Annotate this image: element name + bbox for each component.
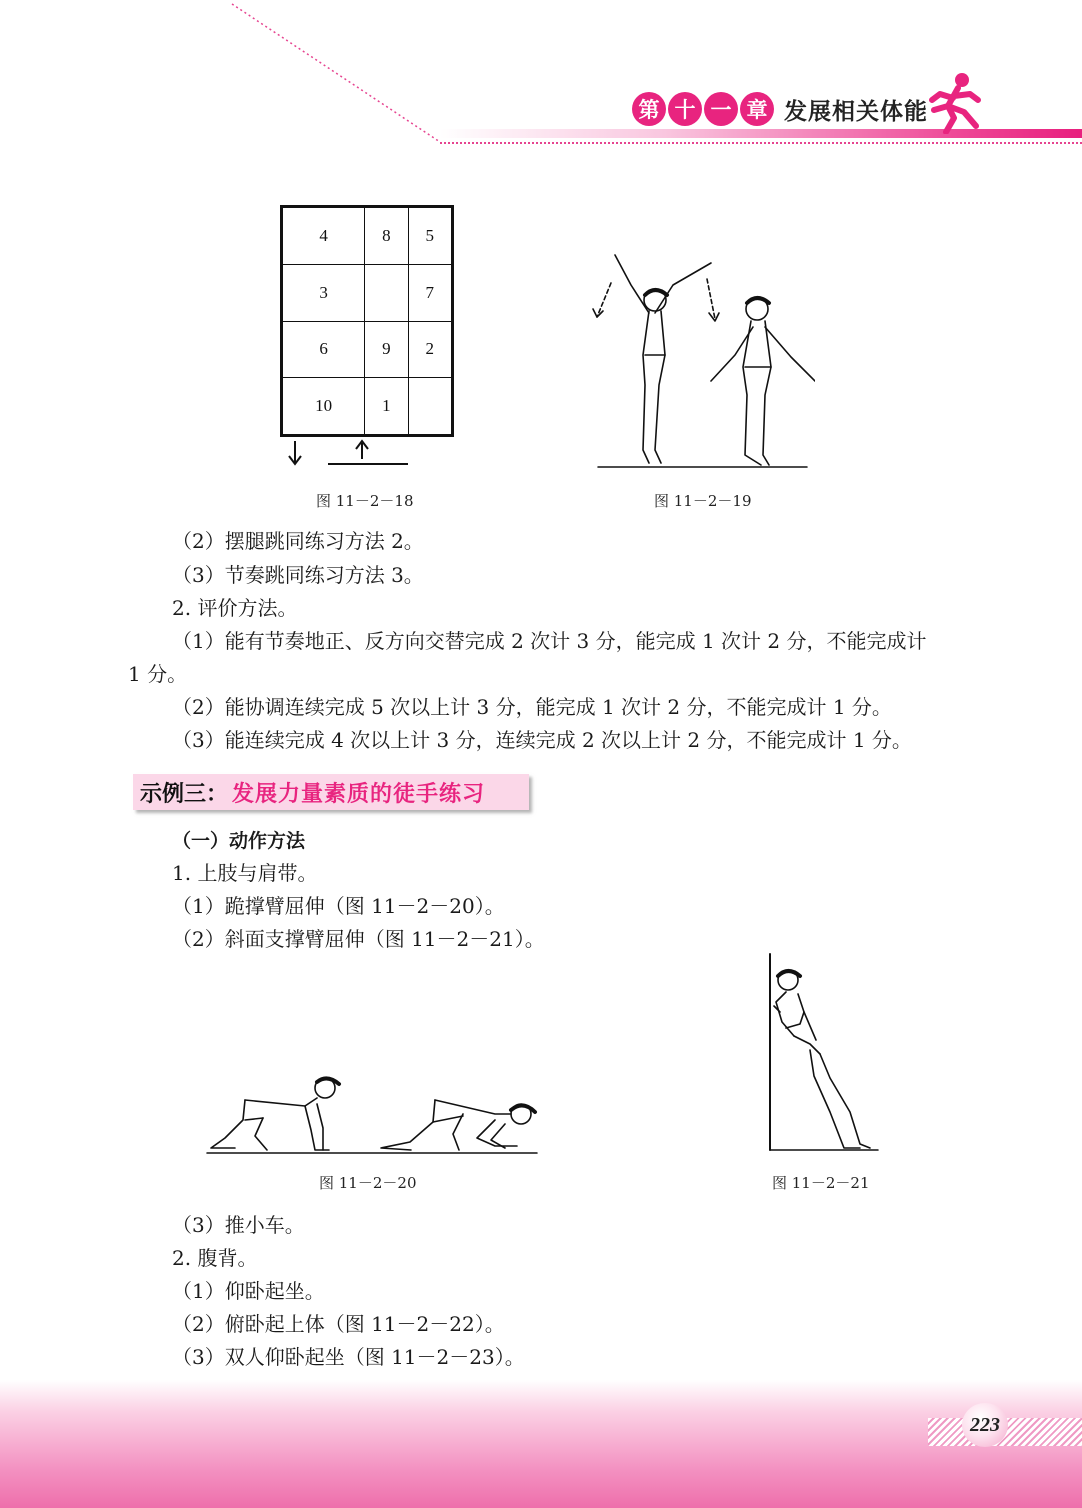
section-heading-label: 示例三：	[140, 781, 229, 807]
figure-caption-19: 图 11－2－19	[654, 492, 752, 510]
paragraph-line: 1 分。	[128, 662, 188, 686]
grid-cell: 4	[283, 208, 365, 265]
figure-caption-18: 图 11－2－18	[316, 492, 414, 510]
paragraph-line: （3）双人仰卧起坐（图 11－2－23）。	[172, 1345, 525, 1369]
paragraph-line: （2）俯卧起上体（图 11－2－22）。	[172, 1312, 505, 1336]
grid-cell: 7	[408, 264, 451, 321]
paragraph-line: （1）仰卧起坐。	[172, 1279, 325, 1303]
header-dotted-rule	[440, 142, 1082, 144]
paragraph-line: （3）节奏跳同练习方法 3。	[172, 563, 424, 587]
page-number: 223	[962, 1403, 1008, 1447]
section-heading	[133, 774, 529, 810]
subheading: （一）动作方法	[172, 830, 306, 852]
chapter-char-4: 章	[740, 92, 774, 126]
grid-row	[283, 378, 452, 435]
paragraph-line: 2. 腹背。	[172, 1246, 258, 1270]
paragraph-line: （2）斜面支撑臂屈伸（图 11－2－21）。	[172, 927, 545, 951]
grid-row	[283, 321, 452, 378]
grid-cell: 5	[408, 208, 451, 265]
grid-cell: 3	[283, 264, 365, 321]
grid-cell: 6	[283, 321, 365, 378]
paragraph-line: （3）推小车。	[172, 1213, 305, 1237]
paragraph-line: （2）能协调连续完成 5 次以上计 3 分，能完成 1 次计 2 分，不能完成计 1 分。	[172, 695, 892, 719]
grid-cell: 2	[408, 321, 451, 378]
grid-row	[283, 264, 452, 321]
chapter-title: 发展相关体能	[784, 97, 928, 125]
jump-grid-figure	[280, 205, 454, 437]
paragraph-line: 2. 评价方法。	[172, 596, 298, 620]
figure-caption-21: 图 11－2－21	[772, 1174, 870, 1192]
chapter-char-2: 十	[668, 92, 702, 126]
down-arrow-icon	[289, 441, 301, 464]
runner-icon	[924, 70, 988, 134]
footer-gradient	[0, 1380, 1082, 1508]
grid-cell	[365, 264, 408, 321]
paragraph-line: 1. 上肢与肩带。	[172, 861, 318, 885]
kneeling-pushup-figure	[205, 1070, 540, 1160]
chapter-char-1: 第	[632, 92, 666, 126]
arm-swing-figure	[585, 245, 815, 475]
grid-row	[283, 208, 452, 265]
paragraph-line: （2）摆腿跳同练习方法 2。	[172, 529, 424, 553]
paragraph-line: （1）能有节奏地正、反方向交替完成 2 次计 3 分，能完成 1 次计 2 分，不能完成计	[172, 629, 927, 653]
chapter-char-3: 一	[704, 92, 738, 126]
chapter-header	[632, 92, 928, 126]
paragraph-line: （3）能连续完成 4 次以上计 3 分，连续完成 2 次以上计 2 分，不能完成计 1 分。	[172, 728, 912, 752]
jump-grid-table	[282, 207, 452, 435]
section-heading-title: 发展力量素质的徒手练习	[232, 781, 486, 807]
grid-direction-arrows	[280, 437, 460, 472]
grid-cell	[408, 378, 451, 435]
figure-caption-20: 图 11－2－20	[319, 1174, 417, 1192]
up-arrow-icon	[328, 441, 408, 464]
grid-cell: 1	[365, 378, 408, 435]
grid-cell: 8	[365, 208, 408, 265]
wall-pushup-figure	[764, 952, 884, 1156]
paragraph-line: （1）跪撑臂屈伸（图 11－2－20）。	[172, 894, 505, 918]
grid-cell: 9	[365, 321, 408, 378]
grid-cell: 10	[283, 378, 365, 435]
